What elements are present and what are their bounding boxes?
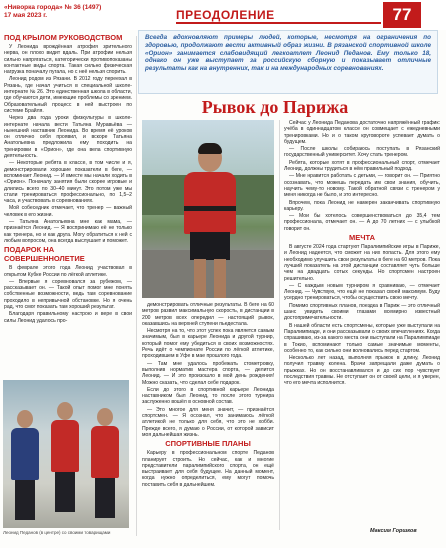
paragraph: Впрочем, пока Леонид не намерен заканчивать спортивную карьеру. <box>284 199 440 212</box>
paragraph: — С каждым новым турниром я сравниваю, — отмечает Леонид. — Чувствую, что ещё не показал своей максимум. Буду усердно тренироваться, чтобы осуществить свою мечту. <box>284 282 440 302</box>
paragraph: — Некоторые ребята в классе, в том числе и я, демонстрировали хорошие показатели в беге, — вспоминает Леонид. — И вместе мы начали ходить в «Орион». Поначалу занятия были скорее игровые и длились всего по 30–40 минут. Это потом уже мы стали тренироваться профессионально, по 1,5–2 часа, и участвовать в соревнованиях. <box>4 160 132 205</box>
issue-date: 17 мая 2023 г. <box>4 12 48 19</box>
paragraph: демонстрировать отличные результаты. В беге на 60 метров развил максимальную скорость, в дистанции в 200 метров всех опередил — настоящий рывок, оказавшись на верхней ступени пьедестала. <box>142 302 274 327</box>
paragraph: В нашей области есть спортсмены, которые уже выступали на Паралимпиаде, и они рассказывали о своих впечатлениях. Когда спрашиваю, из-за какого места они выступали на Паралимпиаде в Токио, вспоминают только самые значимые моменты, особенно то, как сильно они волновались перед стартом. <box>284 322 440 354</box>
paragraph: — Там мне удалось пробежать стометровку, выполнив норматив мастера спорта, — делится Леонид. — И это произошло в мой день рождения! Можно сказать, что сделал себе подарок. <box>142 360 274 386</box>
paragraph: Сейчас у Леонида Педанова достаточно напряжённый график: учёба в одиннадцатом классе он совмещает с ежедневными тренировками. Но и о таком круговороте успевает думать о будущем. <box>284 120 440 145</box>
author-signature: Максим Горшков <box>370 528 417 534</box>
paragraph: В августе 2024 года стартуют Паралимпийские игры в Париже, и Леонид надеется, что сможет на них попасть. Для этого ему необходимо улучшить свои результаты в беге на 60 метров. Пока лучший показатель на этой дистанции составляет чуть больше чем на двадцать сотых секунды. Но спортсмен настроен решительно. <box>284 244 440 282</box>
page-header <box>0 0 446 30</box>
paragraph: Мой собеседник отмечает, что тренер — важный человек в его жизни. <box>4 205 132 218</box>
paragraph: — Мне нравится работать с детьми, — говорит он. — Приятно осознавать, что можешь передать им свои знания, обучить, научить чему-то новому. Такой обратной связи с тренером у меня никогда не было, и это интересно. <box>284 173 440 199</box>
middle-column <box>142 302 274 528</box>
paragraph: — Мои бы хотелось совершенствоваться до 35,4 тем профессионала, отмечает он. — А до 70 летних — с улыбкой говорит он. <box>284 213 440 232</box>
paragraph: Леонид родом из Рязани. В 2012 году переехал в Рязань, где начал учиться в специальной школе-интернате № 26. Это единственная школа в области, где обучаются дети, имеющие проблемы со зрением. Образовательный процесс в ней выстроен по системе Брайля. <box>4 76 132 114</box>
paragraph: В феврале этого года Леонид участвовал в открытом Кубке России по лёгкой атлетике. <box>4 265 132 278</box>
paragraph: Ребята, которые хотят в профессиональный спорт, отмечает Леонид, должны трудиться в нём правильный подход. <box>284 159 440 173</box>
paragraph: Благодаря правильному настрою и вере в свои силы Леонид удалось про- <box>4 311 132 324</box>
section-heading: ПОД КРЫЛОМ РУКОВОДСТВОМ <box>4 33 123 42</box>
section-heading: ПОДАРОК НА СОВЕРШЕННОЛЕТИЕ <box>4 245 85 264</box>
column-divider <box>279 120 280 530</box>
paragraph: — Впервые я соревновался за рубежом, — рассказывает он. — Такой опыт помог мне понять собственные возможности, ведь там соревнование проходило в непривычной обстановке. Но я очень рад, что смог показать там хороший результат. <box>4 278 132 310</box>
section-heading: МЕЧТА <box>348 233 376 243</box>
team-photo <box>3 380 129 528</box>
athlete-photo <box>142 120 274 298</box>
paragraph: — Это многое для меня значит, — признаётся спортсмен. — Я осознал, что занимаюсь лёгкой атлетикой не только для себя, что это не хобби. Прежде всего, я думаю о России, от которой зависит моя дальнейшая жизнь. <box>142 406 274 438</box>
left-column <box>4 32 132 377</box>
article-lead: Всегда вдохновляют примеры людей, которые, несмотря на ограничения по здоровью, продолжают вести активный образ жизни. В рязанской спортивной школе «Орион» занимается слабовидящий легкоатлет Леонид Педанов. Ему только 18, однако он уже выступает за российскую сборную и показывает отличные результаты как на внутренних, так и на международных соревнованиях. <box>138 30 438 94</box>
column-divider <box>136 36 137 536</box>
paragraph: Через два года уроки физкультуры в школе-интернате начала вести Татьяна Муравьёва — нынешний наставник Леонида. Во время её уроков он отлично себя проявил, и вскоре Татьяна Анатольевна предложила ему походить на тренировки в «Орион», где она вела спортивную деятельность. <box>4 115 132 160</box>
person-figure <box>11 410 39 520</box>
paragraph: Помимо спортивных планов, поездка в Париж — это отличный шанс увидеть своими глазами всемирно известный достопримечательности. <box>284 302 440 322</box>
article-title: Рывок до Парижа <box>201 97 349 117</box>
paragraph: У Леонида врождённая атрофия зрительного нерва, он плохо видит вдаль. При атрофии нельзя сильно напрягаться, категорически противопоказаны контактные виды спорта. Такая сильно физическая нагрузка поначалу пугала, но с неё нельзя спорить. <box>4 44 132 76</box>
section-heading: СПОРТИВНЫЕ ПЛАНЫ <box>165 439 251 449</box>
athlete-figure <box>180 144 240 298</box>
rubric-label: ПРЕОДОЛЕНИЕ <box>176 6 381 24</box>
paragraph: Несмотря на то, что этот успех пока является самым значимым, был в карьере Леонида и другой турнир, который помог ему убедиться в своих возможностях. Речь идёт о чемпионате России по лёгкой атлетике, проходившем в Уфе в мае прошлого года. <box>142 328 274 360</box>
person-figure <box>91 408 119 518</box>
photo-caption: Леонид Педанов (в центре) со своими товарищами <box>3 530 111 535</box>
right-column <box>284 120 440 526</box>
paragraph: — После школы собираюсь поступать в Рязанский государственный университет. Хочу стать тренером. <box>284 146 440 159</box>
issue-info <box>4 4 101 20</box>
paragraph: Если до этого в спортивной карьере Леонида наставником был Леонид, то после этого турнира заслуженно вошёл в основной состав. <box>142 386 274 406</box>
paragraph: Несколько лет назад, выполняя прыжок в длину, Леонид получил травму колена. Врачи запрещали даже думать о прыжках. Но он восстанавливался и до сих пор чувствует последствия травмы. Не отступает он от своей цели, и я уверен, что его мечта исполнится. <box>284 355 440 387</box>
newspaper-name: «Ниворка города» № 36 (1497) <box>4 4 102 11</box>
paragraph: Карьеру в профессиональном спорте Педанов планирует строить. Но сейчас, как и многие представители паралимпийского спорта, он ещё выстраивает для себя будущее. На данный момент, когда нужно определиться, ему могут помочь поставить себя в дальнейшем. <box>142 450 274 488</box>
page-number: 77 <box>383 2 421 28</box>
paragraph: — Татьяна Анатольевна мне как мама, — признаётся Леонид. — Я воспринимаю её не только как тренера, но и как друга. Могу обратиться к ней с любым вопросом, она всегда выслушает и поможет. <box>4 219 132 244</box>
person-figure <box>51 402 79 512</box>
